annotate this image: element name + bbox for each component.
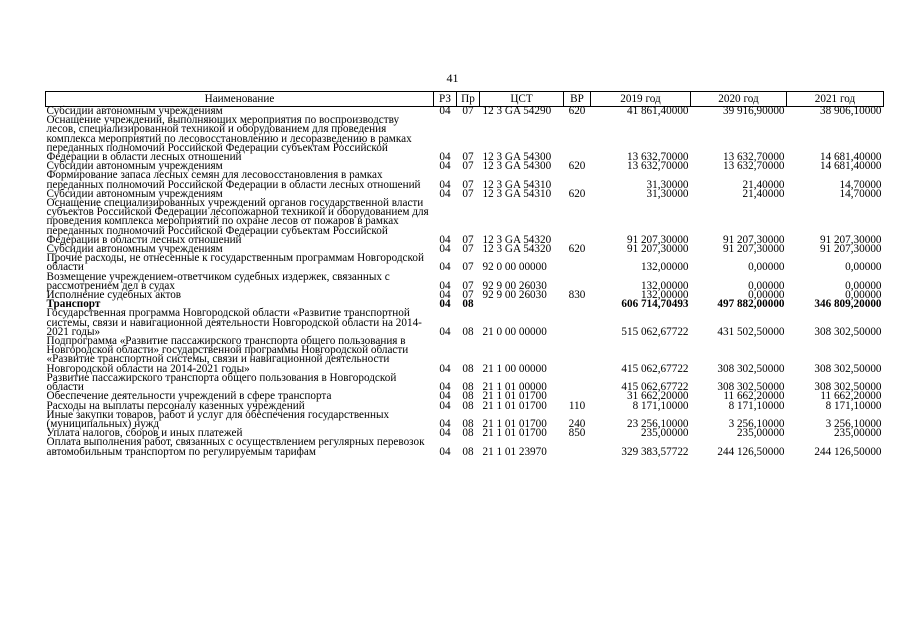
cell-2020: 235,00000 — [736, 427, 785, 440]
cell-vr: 850 — [568, 427, 586, 440]
cell-2021: 235,00000 — [833, 427, 882, 440]
cell-cst: 12 3 GA 54310 — [482, 178, 552, 191]
cell-rz: 04 — [439, 151, 451, 164]
cell-rz: 04 — [439, 427, 451, 440]
cell-rz: 04 — [439, 417, 451, 430]
header-pr: Пр — [457, 92, 480, 107]
cell-name: Расходы на выплаты персоналу казенных учреждений — [46, 399, 305, 412]
cell-cst: 21 1 01 01700 — [482, 399, 547, 412]
cell-2021: 0,00000 — [845, 261, 882, 274]
cell-rz: 04 — [439, 399, 451, 412]
cell-2020: 21,40000 — [742, 187, 785, 200]
cell-vr — [564, 374, 591, 392]
header-vr: ВР — [564, 92, 591, 107]
cell-2019: 41 861,40000 — [626, 105, 689, 117]
cell-rz: 04 — [439, 160, 451, 173]
cell-rz: 04 — [439, 187, 451, 200]
cell-cst: 21 1 01 01700 — [482, 390, 547, 403]
cell-cst: 92 9 00 26030 — [482, 289, 547, 302]
cell-vr: 830 — [568, 289, 586, 302]
cell-name: Оплата выполнения работ, связанных с осуществлением регулярных перевозок автомобильным транспортом по регулируемым тарифам — [46, 436, 425, 458]
cell-pr: 08 — [462, 399, 474, 412]
cell-rz: 04 — [439, 279, 451, 292]
cell-2020: 0,00000 — [748, 261, 785, 274]
cell-2019: 91 207,30000 — [626, 243, 689, 256]
cell-2019: 415 062,67722 — [621, 381, 689, 394]
cell-pr: 08 — [462, 298, 474, 311]
cell-rz: 04 — [439, 289, 451, 302]
cell-rz: 04 — [439, 381, 451, 394]
cell-cst: 12 3 GA 54320 — [482, 233, 552, 246]
cell-name: Субсидии автономным учреждениям — [46, 160, 223, 173]
cell-2021: 38 906,10000 — [819, 105, 882, 117]
cell-2020: 431 502,50000 — [717, 325, 785, 338]
cell-2021: 308 302,50000 — [814, 325, 882, 338]
cell-2021: 3 256,10000 — [825, 417, 882, 430]
cell-cst: 12 3 GA 54310 — [482, 187, 552, 200]
cell-2020: 91 207,30000 — [722, 243, 785, 256]
cell-name: Иные закупки товаров, работ и услуг для обеспечения государственных (муниципальных) нужд — [46, 408, 390, 430]
cell-rz: 04 — [439, 445, 451, 458]
cell-vr — [564, 300, 591, 309]
cell-2021: 11 662,20000 — [820, 390, 882, 403]
cell-pr: 07 — [462, 178, 474, 191]
cell-2019: 235,00000 — [640, 427, 689, 440]
cell-cst: 92 9 00 26030 — [482, 279, 547, 292]
cell-2020: 308 302,50000 — [717, 381, 785, 394]
cell-vr: 620 — [568, 160, 586, 173]
cell-pr: 07 — [462, 243, 474, 256]
cell-vr — [564, 199, 591, 245]
header-2021: 2021 год — [787, 92, 884, 107]
cell-name: Развитие пассажирского транспорта общего пользования в Новгородской области — [46, 371, 397, 394]
cell-2020: 11 662,20000 — [723, 390, 785, 403]
cell-2020: 0,00000 — [748, 289, 785, 302]
cell-2021: 8 171,10000 — [825, 399, 882, 412]
header-cst: ЦСТ — [480, 92, 564, 107]
cell-2020: 244 126,50000 — [717, 445, 785, 458]
cell-name: Субсидии автономным учреждениям — [46, 187, 223, 200]
cell-2021: 14,70000 — [839, 187, 882, 200]
cell-2021: 14 681,40000 — [819, 160, 882, 173]
cell-2019: 132,00000 — [640, 261, 689, 274]
table-row — [46, 199, 884, 245]
cell-2020: 21,40000 — [742, 178, 785, 191]
cell-2019: 132,00000 — [640, 289, 689, 302]
cell-pr: 08 — [462, 427, 474, 440]
cell-pr: 08 — [462, 362, 474, 375]
cell-2021: 91 207,30000 — [819, 243, 882, 256]
cell-rz: 04 — [439, 243, 451, 256]
cell-2019: 91 207,30000 — [626, 233, 689, 246]
table-row — [46, 254, 884, 272]
cell-vr — [564, 337, 591, 374]
cell-pr: 07 — [462, 160, 474, 173]
cell-2021: 0,00000 — [845, 289, 882, 302]
cell-2019: 13 632,70000 — [626, 151, 689, 164]
cell-cst: 21 1 01 01700 — [482, 417, 547, 430]
cell-2020: 308 302,50000 — [717, 362, 785, 375]
cell-vr: 620 — [568, 105, 586, 117]
table-row — [46, 116, 884, 162]
cell-2020: 8 171,10000 — [728, 399, 785, 412]
cell-pr: 08 — [462, 325, 474, 338]
header-2020: 2020 год — [691, 92, 787, 107]
cell-rz: 04 — [439, 178, 451, 191]
cell-2019: 329 383,57722 — [621, 445, 689, 458]
cell-cst: 12 3 GA 54300 — [482, 160, 552, 173]
cell-pr: 07 — [462, 233, 474, 246]
cell-2020: 91 207,30000 — [722, 233, 785, 246]
cell-pr: 07 — [462, 105, 474, 117]
cell-2020: 3 256,10000 — [728, 417, 785, 430]
cell-vr: 240 — [568, 417, 586, 430]
cell-name: Возмещение учреждением-ответчиком судебных издержек, связанных с рассмотрением дел в судах — [46, 270, 390, 292]
cell-2020: 0,00000 — [748, 279, 785, 292]
table-body — [46, 107, 884, 457]
cell-vr — [564, 438, 591, 456]
cell-2021: 308 302,50000 — [814, 362, 882, 375]
cell-2019: 415 062,67722 — [621, 362, 689, 375]
cell-2019: 606 714,70493 — [621, 298, 689, 311]
cell-2020: 497 882,00000 — [717, 298, 785, 311]
cell-rz: 04 — [439, 325, 451, 338]
cell-cst: 92 0 00 00000 — [482, 261, 547, 274]
cell-2021: 14 681,40000 — [819, 151, 882, 164]
cell-vr: 620 — [568, 243, 586, 256]
cell-name: Субсидии автономным учреждениям — [46, 105, 223, 117]
cell-pr: 08 — [462, 417, 474, 430]
cell-2019: 31,30000 — [646, 178, 689, 191]
cell-cst: 12 3 GA 54320 — [482, 243, 552, 256]
header-2019: 2019 год — [591, 92, 691, 107]
cell-2021: 346 809,20000 — [814, 298, 882, 311]
cell-2019: 132,00000 — [640, 279, 689, 292]
cell-vr — [564, 309, 591, 337]
cell-2021: 0,00000 — [845, 279, 882, 292]
cell-cst: 21 1 01 00000 — [482, 381, 547, 394]
cell-2021: 91 207,30000 — [819, 233, 882, 246]
cell-pr: 07 — [462, 289, 474, 302]
cell-name: Формирование запаса лесных семян для лесовосстановления в рамках переданных полномочий Российской Федерации в области лесных отношений — [46, 169, 421, 191]
cell-2019: 23 256,10000 — [626, 417, 689, 430]
cell-2021: 14,70000 — [839, 178, 882, 191]
cell-2019: 31 662,20000 — [626, 390, 689, 403]
cell-name: Подпрограмма «Развитие пассажирского транспорта общего пользования в Новгородской области» государственной программы Новгородской области «Развитие транспортной системы, связи и навигационной деятельности Новгородской области на 2014-2021 годы» — [46, 335, 409, 375]
cell-name: Оснащение учреждений, выполняющих мероприятия по воспроизводству лесов, специализированной техникой и оборудованием для проведения комплекса мероприятий по лесовосстановлению и лесоразведению в рамках переданных полномочий Российской Федерации субъектам Российской Федерации в области лесных отношений — [46, 114, 412, 164]
cell-rz: 04 — [439, 362, 451, 375]
cell-cst: 21 1 01 01700 — [482, 427, 547, 440]
cell-name: Прочие расходы, не отнесенные к государственным программам Новгородской области — [46, 252, 424, 274]
page-number: 41 — [446, 71, 459, 85]
cell-rz: 04 — [439, 390, 451, 403]
cell-2020: 39 916,90000 — [722, 105, 785, 117]
cell-vr — [564, 116, 591, 162]
cell-2021: 308 302,50000 — [814, 381, 882, 394]
cell-name: Оснащение специализированных учреждений органов государственной власти субъектов Российской Федерации лесопожарной техникой и оборудованием для проведения комплекса мероприятий по охране лесов от пожаров в рамках переданных полномочий Российской Федерации субъектам Российской Федерации в области лесных отношений — [46, 197, 429, 246]
cell-rz: 04 — [439, 233, 451, 246]
table-row — [46, 438, 884, 456]
cell-2020: 13 632,70000 — [722, 160, 785, 173]
cell-pr: 07 — [462, 279, 474, 292]
cell-2019: 515 062,67722 — [621, 325, 689, 338]
cell-2019: 8 171,10000 — [632, 399, 689, 412]
cell-name: Транспорт — [46, 298, 101, 311]
cell-name: Субсидии автономным учреждениям — [46, 243, 223, 256]
cell-pr: 08 — [462, 390, 474, 403]
cell-pr: 07 — [462, 151, 474, 164]
cell-rz: 04 — [439, 298, 451, 311]
budget-table — [45, 91, 884, 457]
cell-vr — [564, 254, 591, 272]
cell-pr: 07 — [462, 261, 474, 274]
cell-pr: 07 — [462, 187, 474, 200]
cell-vr: 110 — [568, 399, 586, 412]
table-row — [46, 337, 884, 374]
cell-2019: 13 632,70000 — [626, 160, 689, 173]
table-row — [46, 309, 884, 337]
header-name: Наименование — [46, 92, 434, 107]
cell-cst: 21 1 01 23970 — [482, 445, 547, 458]
cell-2021: 244 126,50000 — [814, 445, 882, 458]
cell-cst: 12 3 GA 54290 — [482, 105, 552, 117]
cell-cst: 21 1 00 00000 — [482, 362, 547, 375]
cell-name: Обеспечение деятельности учреждений в сфере транспорта — [46, 390, 332, 403]
cell-cst: 12 3 GA 54300 — [482, 151, 552, 164]
header-rz: РЗ — [434, 92, 457, 107]
cell-name: Уплата налогов, сборов и иных платежей — [46, 427, 243, 440]
cell-2020: 13 632,70000 — [722, 151, 785, 164]
cell-cst — [480, 300, 564, 309]
cell-rz: 04 — [439, 261, 451, 274]
cell-pr: 08 — [462, 445, 474, 458]
cell-vr: 620 — [568, 187, 586, 200]
cell-cst: 21 0 00 00000 — [482, 325, 547, 338]
cell-pr: 08 — [462, 381, 474, 394]
cell-2019: 31,30000 — [646, 187, 689, 200]
cell-rz: 04 — [439, 105, 451, 117]
cell-name: Исполнение судебных актов — [46, 289, 182, 302]
cell-name: Государственная программа Новгородской области «Развитие транспортной системы, связи и навигационной деятельности Новгородской области на 2014-2021 годы» — [46, 307, 422, 338]
